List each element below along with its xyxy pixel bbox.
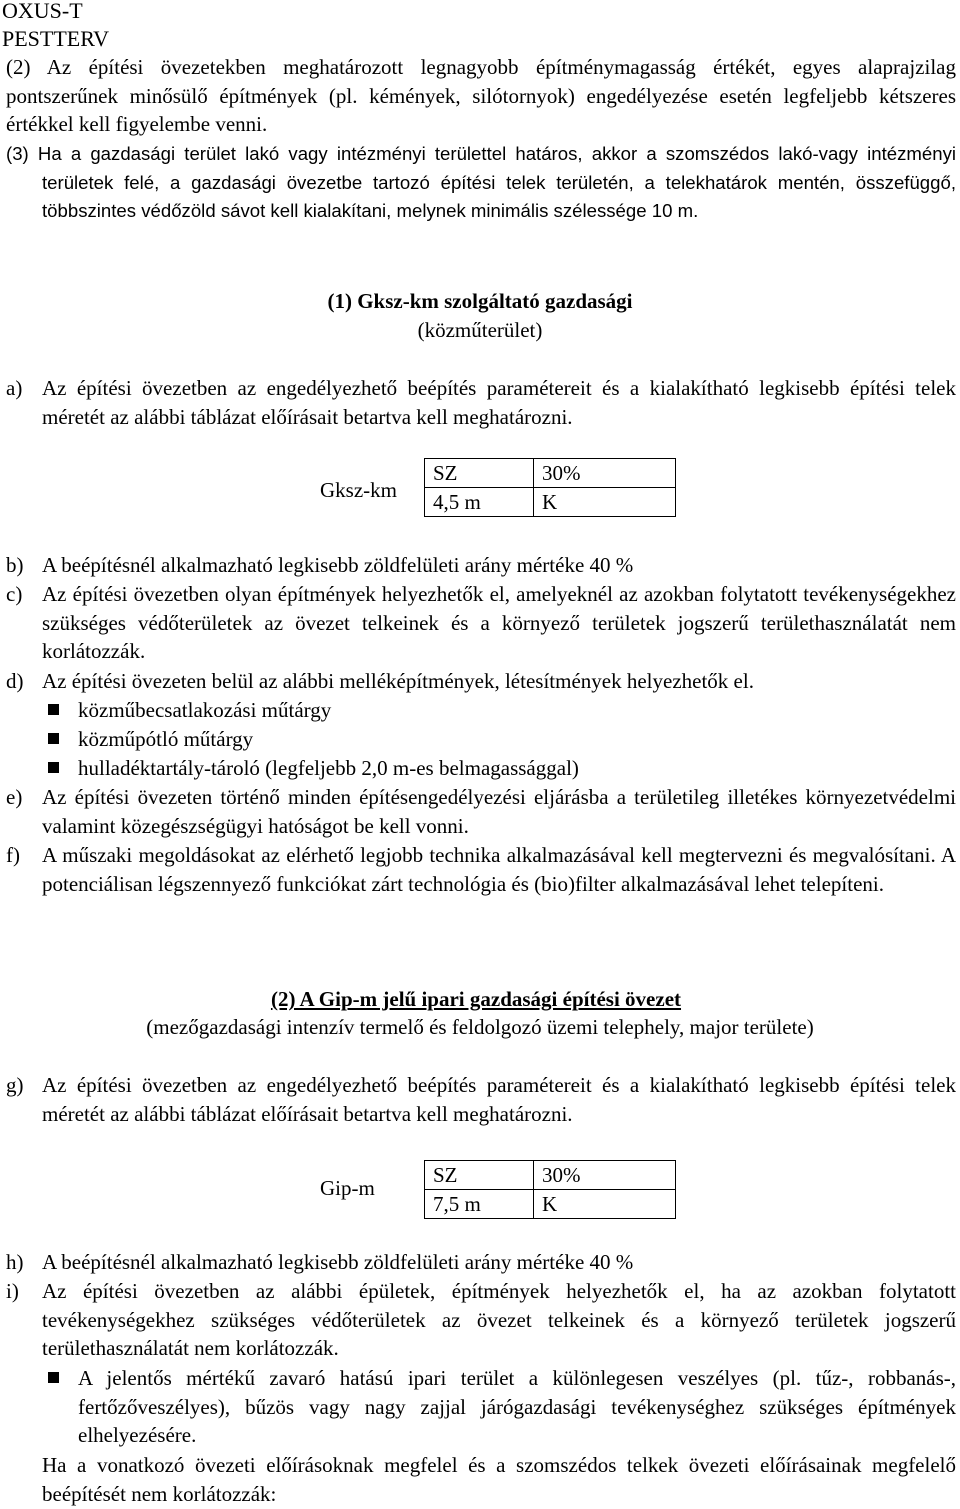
zone-gip-m-cell-sz: SZ <box>425 1161 534 1190</box>
item-a-label: a) <box>6 376 23 400</box>
section-2-title-text: (2) A Gip-m jelű ipari gazdasági építési övezet <box>270 987 682 1011</box>
item-g <box>6 1071 956 1128</box>
bullet-item <box>78 1364 956 1450</box>
item-e-text: Az építési övezeten történő minden építésengedélyezési eljárásba a területileg illetékes környezetvédelmi valamint közegészségügyi hatóságot be kell vonni. <box>42 785 956 838</box>
zone-gip-m-cell-30: 30% <box>534 1161 676 1190</box>
zone-gksz-km-cell-k: K <box>534 488 676 517</box>
item-f-text: A műszaki megoldásokat az elérhető legjobb technika alkalmazásával kell megtervezni és megvalósítani. A potenciálisan légszennyező funkciókat zárt technológia és (bio)filter alkalmazásával lehet telepíteni. <box>42 843 956 896</box>
item-c-text: Az építési övezetben olyan építmények helyezhetők el, amelyeknél az azokban folytatott tevékenységekhez szükséges védőterületek az övezet telkeinek és a környező területek jogszerű területhasználatát nem korlátozzák. <box>42 582 956 664</box>
item-d-label: d) <box>6 669 24 693</box>
item-b-text: A beépítésnél alkalmazható legkisebb zöldfelületi arány mértéke 40 % <box>42 553 634 577</box>
item-i <box>6 1277 956 1363</box>
bullet-text: hulladéktartály-tároló (legfeljebb 2,0 m-es belmagassággal) <box>78 756 579 780</box>
item-b-label: b) <box>6 553 24 577</box>
section-2-title <box>0 985 956 1014</box>
item-e-label: e) <box>6 785 23 809</box>
zone-gksz-km-name: Gksz-km <box>320 478 397 502</box>
zone-gip-m-cell-height: 7,5 m <box>425 1190 534 1219</box>
section-1-subtitle: (közműterület) <box>417 318 543 342</box>
section-2-subtitle: (mezőgazdasági intenzív termelő és feldolgozó üzemi telephely, major területe) <box>146 1015 814 1039</box>
zone-gip-m-name: Gip-m <box>320 1176 375 1200</box>
item-c <box>6 580 956 666</box>
item-f <box>6 841 956 898</box>
paragraph-2: (2) Az építési övezetekben meghatározott legnagyobb építménymagasság értékét, egyes alaprajzilag pontszerűnek minősülő építmények (pl. kémények, silótornyok) engedélyezése esetén legfeljebb kétszeres értékkel kell figyelembe venni. <box>6 55 956 137</box>
bullet-item <box>78 696 956 725</box>
bullet-item <box>78 725 956 754</box>
zone-gksz-km-cell-height: 4,5 m <box>425 488 534 517</box>
square-bullet-icon <box>48 762 59 773</box>
zone-gksz-km-cell-sz: SZ <box>425 459 534 488</box>
item-a-text: Az építési övezetben az engedélyezhető beépítés paramétereit és a kialakítható legkisebb építési telek méretét az alábbi táblázat előírásait betartva kell meghatározni. <box>42 376 956 429</box>
item-a <box>6 374 956 431</box>
item-g-text: Az építési övezetben az engedélyezhető beépítés paramétereit és a kialakítható legkisebb építési telek méretét az alábbi táblázat előírásait betartva kell meghatározni. <box>42 1073 956 1126</box>
zone-gip-m-cell-k: K <box>534 1190 676 1219</box>
item-d <box>6 667 956 696</box>
item-i-label: i) <box>6 1279 19 1303</box>
item-e <box>6 783 956 840</box>
section-1-title: (1) Gksz-km szolgáltató gazdasági <box>327 289 633 313</box>
square-bullet-icon <box>48 733 59 744</box>
item-h-text: A beépítésnél alkalmazható legkisebb zöldfelületi arány mértéke 40 % <box>42 1250 634 1274</box>
item-b <box>6 551 956 580</box>
square-bullet-icon <box>48 704 59 715</box>
item-h-label: h) <box>6 1250 24 1274</box>
bullet-item <box>78 754 956 783</box>
bullet-text: közműpótló műtárgy <box>78 727 254 751</box>
item-f-label: f) <box>6 843 20 867</box>
item-d-text: Az építési övezeten belül az alábbi melléképítmények, létesítmények helyezhetők el. <box>42 669 754 693</box>
zone-gip-m-table <box>424 1160 676 1219</box>
item-h <box>6 1248 956 1277</box>
closing-paragraph: Ha a vonatkozó övezeti előírásoknak megfelel és a szomszédos telkek övezeti előírásainak megfelelő beépítését nem korlátozzák: <box>42 1453 956 1506</box>
zone-gksz-km-cell-30: 30% <box>534 459 676 488</box>
item-g-label: g) <box>6 1073 24 1097</box>
bullet-text: közműbecsatlakozási műtárgy <box>78 698 332 722</box>
header-line-2: PESTTERV <box>2 26 110 51</box>
square-bullet-icon <box>48 1372 59 1383</box>
bullet-text: A jelentős mértékű zavaró hatású ipari terület a különlegesen veszélyes (pl. tűz-, robbanás-, fertőzőveszélyes), bűzös vagy nagy zajjal járógazdasági tevékenységhez szükséges építmények elhelyezésére. <box>78 1366 956 1448</box>
item-c-label: c) <box>6 582 23 606</box>
item-i-text: Az építési övezetben az alábbi épületek, építmények helyezhetők el, ha az azokban folytatott tevékenységekhez szükséges védőterületek az övezet telkeinek és a környező területek jogszerű területhasználatát nem korlátozzák. <box>42 1279 956 1361</box>
header-line-1: OXUS-T <box>2 0 83 23</box>
zone-gksz-km-table <box>424 458 676 517</box>
paragraph-3: (3) Ha a gazdasági terület lakó vagy intézményi területtel határos, akkor a szomszédos lakó-vagy intézményi területek felé, a gazdasági övezetbe tartozó építési telek területén, a telekhatárok mentén, összefüggő, többszintes védőzöld sávot kell kialakítani, melynek minimális szélessége 10 m. <box>6 143 956 222</box>
